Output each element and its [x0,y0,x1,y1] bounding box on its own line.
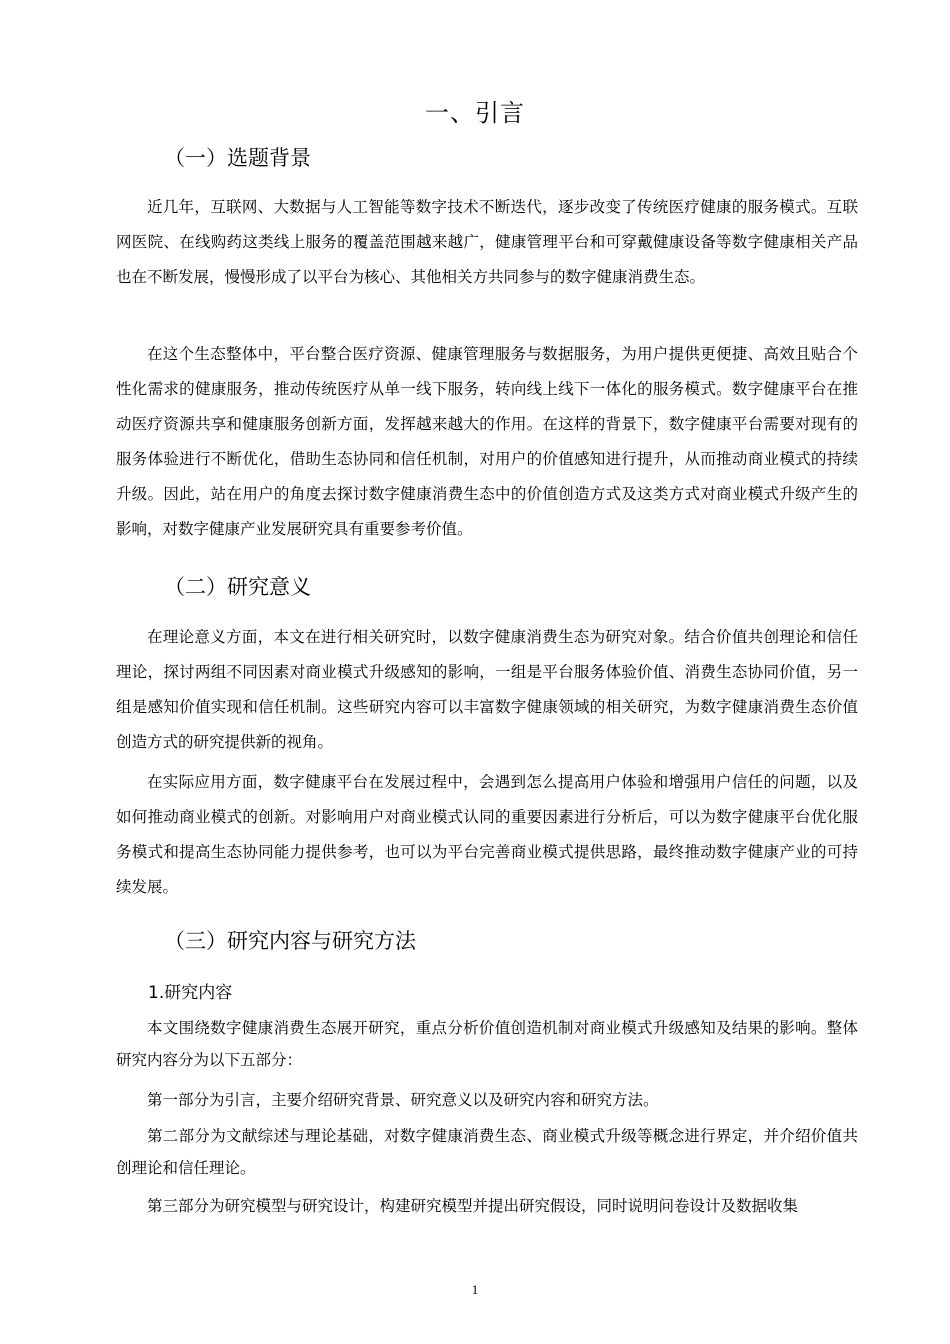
paragraph-significance-1: 在理论意义方面，本文在进行相关研究时，以数字健康消费生态为研究对象。结合价值共创理论和信任理论，探讨两组不同因素对商业模式升级感知的影响，一组是平台服务体验价值、消费生态协同价值，另一组是感知价值实现和信任机制。这些研究内容可以丰富数字健康领域的相关研究，为数字健康消费生态价值创造方式的研究提供新的视角。 [116,628,858,751]
paragraph-significance-2: 在实际应用方面，数字健康平台在发展过程中，会遇到怎么提高用户体验和增强用户信任的问题，以及如何推动商业模式的创新。对影响用户对商业模式认同的重要因素进行分析后，可以为数字健康平台优化服务模式和提高生态协同能力提供参考，也可以为平台完善商业模式提供思路，最终推动数字健康产业的可持续发展。 [116,773,858,896]
paragraph-content-4: 第三部分为研究模型与研究设计，构建研究模型并提出研究假设，同时说明问卷设计及数据收集 [147,1197,799,1215]
paragraph-content-1: 本文围绕数字健康消费生态展开研究，重点分析价值创造机制对商业模式升级感知及结果的影响。整体研究内容分为以下五部分： [116,1019,858,1069]
paragraph-content-3: 第二部分为文献综述与理论基础，对数字健康消费生态、商业模式升级等概念进行界定，并介绍价值共创理论和信任理论。 [116,1127,858,1177]
section-heading-content-methods: （三）研究内容与研究方法 [164,929,416,953]
paragraph-background-1: 近几年，互联网、大数据与人工智能等数字技术不断迭代，逐步改变了传统医疗健康的服务模式。互联网医院、在线购药这类线上服务的覆盖范围越来越广，健康管理平台和可穿戴健康设备等数字健康相关产品也在不断发展，慢慢形成了以平台为核心、其他相关方共同参与的数字健康消费生态。 [116,198,858,286]
chapter-title: 一、引言 [425,99,525,127]
paragraph-content-2: 第一部分为引言，主要介绍研究背景、研究意义以及研究内容和研究方法。 [147,1091,659,1109]
paragraph-background-2: 在这个生态整体中，平台整合医疗资源、健康管理服务与数据服务，为用户提供更便捷、高效且贴合个性化需求的健康服务，推动传统医疗从单一线下服务，转向线上线下一体化的服务模式。数字健康平台在推动医疗资源共享和健康服务创新方面，发挥越来越大的作用。在这样的背景下，数字健康平台需要对现有的服务体验进行不断优化，借助生态协同和信任机制，对用户的价值感知进行提升，从而推动商业模式的持续升级。因此，站在用户的角度去探讨数字健康消费生态中的价值创造方式及这类方式对商业模式升级产生的影响，对数字健康产业发展研究具有重要参考价值。 [116,345,858,538]
section-heading-background: （一）选题背景 [164,146,311,170]
page-number: 1 [471,1282,479,1297]
section-heading-significance: （二）研究意义 [164,575,311,599]
subsection-heading-content: 1.研究内容 [148,983,233,1003]
